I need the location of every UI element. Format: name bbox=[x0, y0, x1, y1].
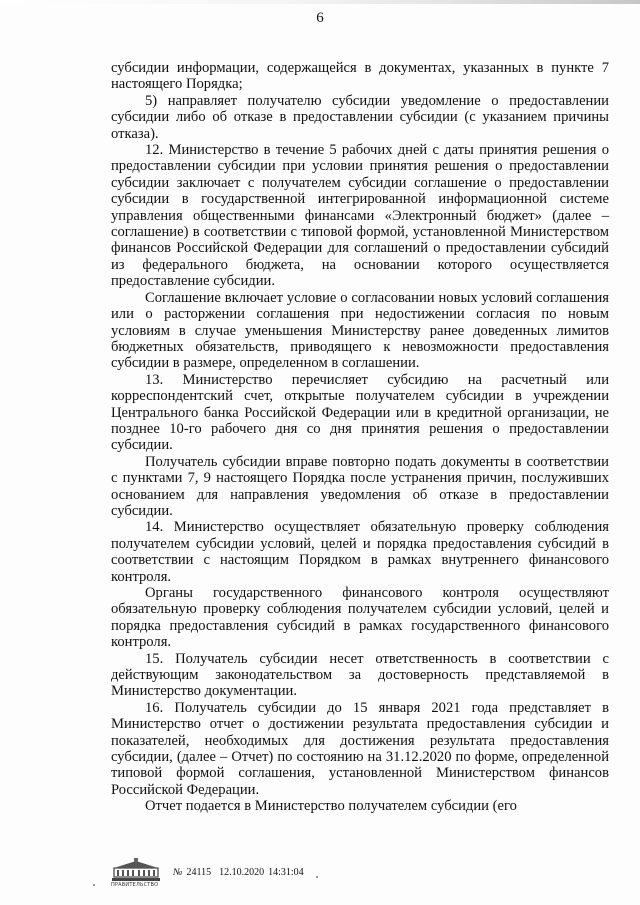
paragraph: 15. Получатель субсидии несет ответственность в соответствии с действующим законодательством за достоверность представляемой в Министерство документации. bbox=[111, 650, 609, 700]
paragraph: 12. Министерство в течение 5 рабочих дней с даты принятия решения о предоставлении субсидии при условии принятия решения о предоставлении субсидии заключает с получателем субсидии соглашение о предоставлении субсидии в государственной интегрированной информационной системе управления общественными финансами «Электронный бюджет» (далее – соглашение) в соответствии с типовой формой, установленной Министерством финансов Российской Федерации для соглашений о предоставлении субсидий из федерального бюджета, на основании которого осуществляется предоставление субсидии. bbox=[111, 142, 609, 290]
paragraph: 14. Министерство осуществляет обязательную проверку соблюдения получателем субсидии условий, целей и порядка предоставления субсидий в соответствии с настоящим Порядком в рамках внутреннего финансового контроля. bbox=[111, 519, 609, 585]
paragraph: Получатель субсидии вправе повторно подать документы в соответствии с пунктами 7, 9 настоящего Порядка после устранения причин, послуживших основанием для направления уведомления об отказе в предоставлении субсидии. bbox=[111, 453, 609, 519]
document-body bbox=[111, 60, 609, 815]
registration-time: 14:31:04 bbox=[268, 867, 304, 878]
scan-speck bbox=[316, 876, 318, 878]
page-number: 6 bbox=[316, 10, 324, 26]
paragraph: Соглашение включает условие о согласовании новых условий соглашения или о расторжении соглашения при недостижении согласия по новым условиям в случае уменьшения Министерству ранее доведенных лимитов бюджетных обязательств, приводящего к невозможности предоставления субсидии в размере, определенном в соглашении. bbox=[111, 289, 609, 372]
registration-line bbox=[173, 867, 304, 878]
document-number: 24115 bbox=[186, 867, 212, 878]
registration-footer bbox=[111, 858, 451, 892]
paragraph: 5) направляет получателю субсидии уведомление о предоставлении субсидии либо об отказе в предоставлении субсидии (с указанием причины отказа). bbox=[111, 92, 609, 142]
scan-speck bbox=[93, 884, 95, 886]
government-building-icon bbox=[111, 858, 161, 882]
paragraph: 13. Министерство перечисляет субсидию на расчетный или корреспондентский счет, открытые получателем субсидии в учреждении Центрального банка Российской Федерации или в кредитной организации, не позднее 10-го рабочего дня со дня принятия решения о предоставлении субсидии. bbox=[111, 371, 609, 454]
stamp-label: ПРАВИТЕЛЬСТВО bbox=[111, 882, 159, 888]
paragraph: Отчет подается в Министерство получателем субсидии (его bbox=[145, 798, 517, 815]
paragraph: 16. Получатель субсидии до 15 января 2021 года представляет в Министерство отчет о достижении результата предоставления субсидии и показателей, необходимых для достижения результата предоставления субсидии, (далее – Отчет) по состоянию на 31.12.2020 по форме, определенной типовой формой соглашения, установленной Министерством финансов Российской Федерации. bbox=[111, 699, 609, 798]
scan-edge-shadow bbox=[0, 0, 640, 4]
registration-date: 12.10.2020 bbox=[219, 867, 265, 878]
paragraph: Органы государственного финансового контроля осуществляют обязательную проверку соблюдения получателем субсидии условий, целей и порядка предоставления субсидий в рамках государственного финансового контроля. bbox=[111, 585, 609, 651]
paragraph: субсидии информации, содержащейся в документах, указанных в пункте 7 настоящего Порядка; bbox=[111, 60, 609, 93]
number-sign: № bbox=[173, 867, 183, 878]
